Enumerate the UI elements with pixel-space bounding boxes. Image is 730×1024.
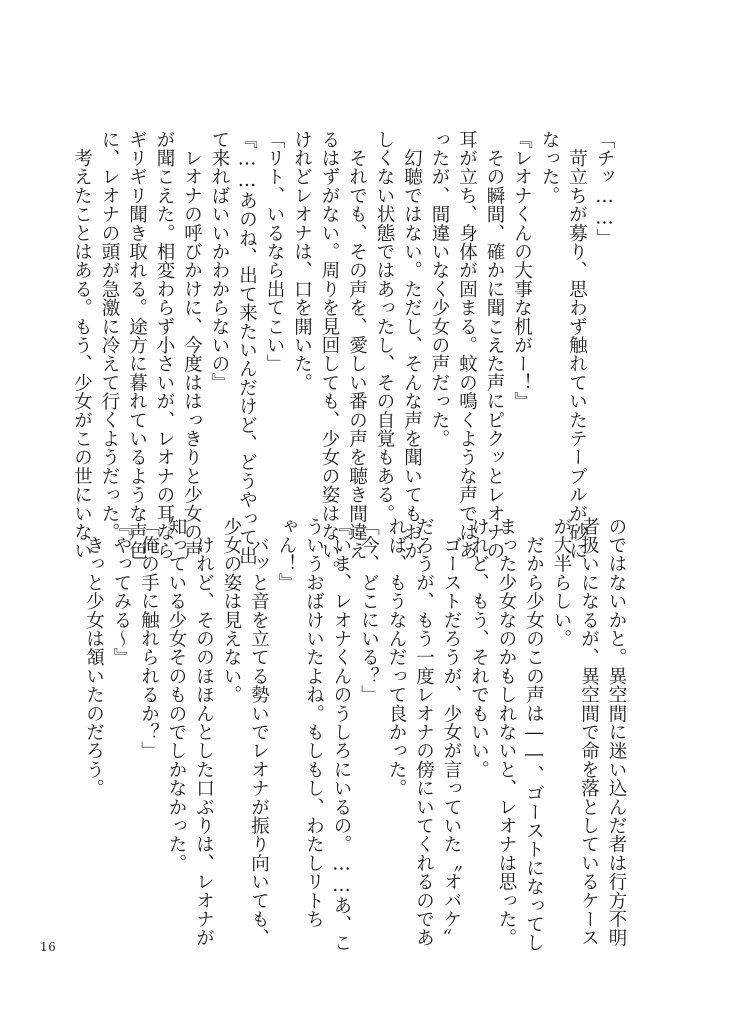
text-line: 考えたことはある。もう、少女がこの世にいない <box>71 130 93 561</box>
text-line: 「俺の手に触れられるか？」 <box>138 517 160 761</box>
text-line: 「今、どこにいる？」 <box>358 517 380 704</box>
text-line: 『レオナくんの大事な机がー！』 <box>511 130 533 411</box>
text-line: けれどレオナは、口を開いた。 <box>291 130 313 392</box>
text-line: 『いま、レオナくんのうしろにいるの。……あ、こ <box>331 517 352 953</box>
text-line: が大半らしい。 <box>551 517 572 648</box>
text-line: しくない状態ではあったし、その自覚もある。 <box>374 130 395 523</box>
text-line: けれど、もう、それでもいい。 <box>468 517 490 779</box>
text-line: 『やってみる～』 <box>111 517 132 667</box>
text-line: るはずがない。周りを見回しても、少女の姿はない。 <box>319 130 340 579</box>
text-line: 「リト、いるなら出てこい」 <box>264 130 285 374</box>
text-line: きっと少女は頷いたのだろう。 <box>83 517 105 798</box>
text-line: 幻聴ではない。ただし、そんな声を聞いてもおか <box>401 130 423 561</box>
text-line: 少女の姿は見えない。 <box>221 517 242 704</box>
text-line: だろうが、もう一度レオナの傍にいてくれるのであ <box>413 517 435 948</box>
text-line: 「チッ……」 <box>594 130 615 248</box>
text-line: のではないかと。異空間に迷い込んだ者は行方不明 <box>606 517 627 948</box>
text-line: ういうおばけいたよね。もしもし、わたしリトち <box>303 517 325 929</box>
text-line: ったが、間違いなく少女の声だった。 <box>429 130 450 448</box>
text-line: ゴーストだろうが、少女が言っていた〝オバケ〟 <box>441 517 462 948</box>
page-number: 16 <box>40 940 57 954</box>
text-line: バッと音を立てる勢いでレオナが振り向いても、 <box>248 517 270 948</box>
text-line: その瞬間、確かに聞こえた声にピクッとレオナの <box>484 130 505 561</box>
text-line: に、レオナの頭が急激に冷えて行くようだった。 <box>99 130 120 542</box>
text-line: けれど、そののほほんとした口ぶりは、レオナが <box>193 517 215 948</box>
text-line: なった。 <box>539 130 560 205</box>
text-line: ギリギリ聞き取れる。途方に暮れているような声色 <box>126 130 148 561</box>
text-line: 知っている少女そのものでしかなかった。 <box>166 517 187 873</box>
text-line: 『……あのね、出て来たいんだけど、どうやって出 <box>236 130 258 566</box>
text-line: それでも、その声を、愛しい番の声を聴き間違え <box>346 130 368 561</box>
text-line: レオナの呼びかけに、今度ははっきりと少女の声 <box>181 130 203 561</box>
text-line: まった少女なのかもしれないと、レオナは思った。 <box>496 517 517 948</box>
text-line: ゃん！』 <box>276 517 297 592</box>
text-line: 耳が立ち、身体が固まる。蚊の鳴くような声ではあ <box>456 130 478 561</box>
text-line: 者扱いになるが、異空間で命を落としているケース <box>578 517 600 948</box>
text-line: て来ればいいかわからないの』 <box>209 130 230 392</box>
text-block-bottom <box>83 517 630 953</box>
text-line: れば、もうなんだって良かった。 <box>386 517 407 798</box>
text-line: だから少女のこの声は――、ゴーストになってし <box>523 517 545 953</box>
text-line: が聞こえた。相変わらず小さいが、レオナの耳なら <box>154 130 175 561</box>
text-line: 苛立ちが募り、思わず触れていたテーブルが砂に <box>566 130 588 561</box>
